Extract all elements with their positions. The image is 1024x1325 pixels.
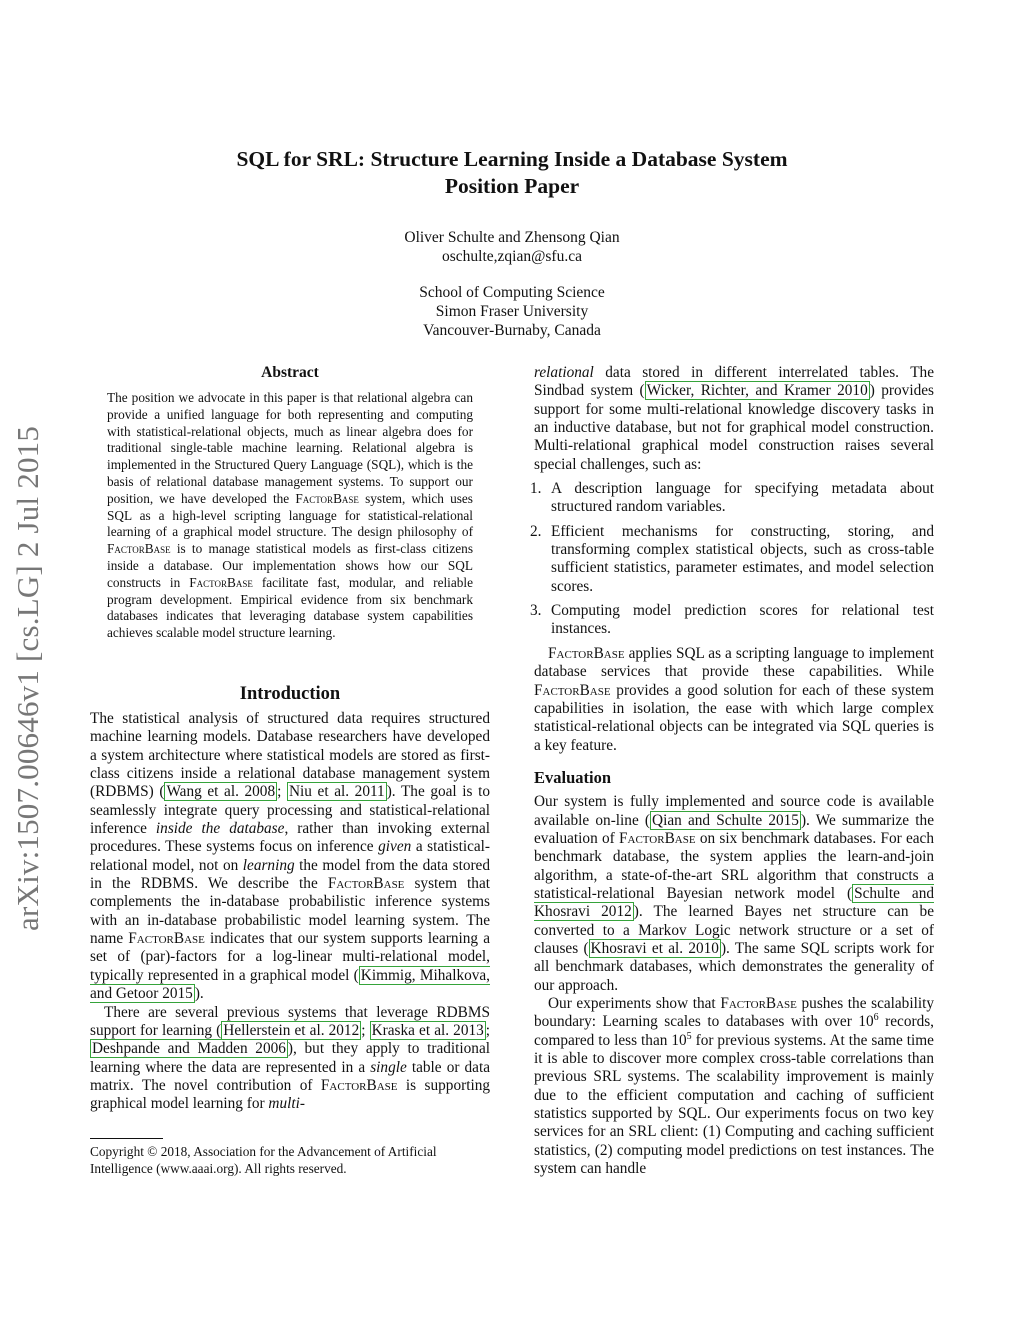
author-email: oschulte,zqian@sfu.ca (442, 248, 582, 265)
citation-link[interactable]: Khosravi et al. 2010 (590, 939, 719, 957)
intro-paragraph-1: The statistical analysis of structured data requires structured machine learning models. Database researchers have developed a system architecture where statistical models are stored as first-class citizens inside a relational database management system (RDBMS) ( Wang et al. 2008 ; Niu et al. 2011 ). The goal is to seamlessly integrate query processing and statistical-relational inference inside the database, rather than invoking external procedures. These systems focus on inference given a statistical-relational model, not on learning the model from the data stored in the RDBMS. We describe the FactorBase system that complements the in-database probabilistic inference systems with an in-database probabilistic model learning system. The name FactorBase indicates that our system supports learning a set of (par)-factors for a log-linear multi-relational model, typically represented in a graphical model ( Kimmig, Mihalkova, and Getoor 2015 ). (90, 710, 491, 1003)
affiliation-block (0, 283, 1024, 340)
introduction-heading: Introduction (239, 684, 341, 704)
right-paragraph-2: FactorBase applies SQL as a scripting language to implement database services that provide these capabilities. While FactorBase provides a good solution for each of these system capabilities in isolation, the ease with which large complex statistical-relational objects can be integrated via SQL queries is a key feature. (534, 644, 934, 754)
arxiv-identifier: arXiv:1507.00646v1 [cs.LG] 2 Jul 2015 (10, 425, 45, 931)
list-item: 2. Efficient mechanisms for constructing, storing, and transforming complex statistical objects, such as cross-table sufficient statistics, parameter estimates, and model selection scores. (530, 522, 934, 595)
citation-link[interactable]: Deshpande and Madden 2006 (92, 1040, 286, 1058)
affiliation-line-2: Simon Fraser University (435, 303, 589, 320)
citation-link[interactable]: Hellerstein et al. 2012 (223, 1021, 360, 1039)
eval-paragraph-1: Our system is fully implemented and source code is available available on-line ( Qian and Schulte 2015 ). We summarize the evaluation of FactorBase on six benchmark databases. For each benchmark database, the system applies the learn-and-join algorithm, a state-of-the-art SRL algorithm that constructs a statistical-relational Bayesian network model ( Schulte and Khosravi 2012 ). The learned Bayes net structure can be converted to a Markov Logic network structure or a set of clauses ( Khosravi et al. 2010 ). The same SQL scripts work for all benchmark databases, which demonstrates the generality of our approach. (534, 793, 935, 994)
abstract-text: The position we advocate in this paper is that relational algebra can provide a unified language for both representing and computing with statistical-relational objects, much as linear algebra does for traditional single-table machine learning. Relational algebra is implemented in the Structured Query Language (SQL), which is the basis of relational database management systems. To support our position, we have developed the FactorBase system, which uses SQL as a high-level scripting language for statistical-relational learning of a graphical model structure. The design philosophy of FactorBase is to manage statistical models as first-class citizens inside a database. Our implementation shows how our SQL constructs in FactorBase facilitate fast, modular, and reliable program development. Empirical evidence from six benchmark databases indicates that leveraging database system capabilities achieves scalable model structure learning. (107, 390, 474, 641)
citation-link[interactable]: Niu et al. 2011 (288, 783, 385, 801)
citation-link[interactable]: Kimmig, Mihalkova, and Getoor 2015 (90, 966, 491, 1003)
right-paragraph-1: relational data stored in different interrelated tables. The Sindbad system ( Wicker, Richter, and Kramer 2010 ) provides support for some multi-relational knowledge discovery tasks in an inductive database, but not for graphical model construction. Multi-relational graphical model construction raises several special challenges, such as: (534, 364, 934, 473)
citation-link[interactable]: Wang et al. 2008 (166, 783, 276, 801)
affiliation-line-3: Vancouver-Burnaby, Canada (423, 322, 601, 339)
list-item: 3. Computing model prediction scores for relational test instances. (530, 602, 934, 638)
title-line-2: Position Paper (444, 174, 580, 198)
list-item: 1. A description language for specifying metadata about structured random variables. (530, 480, 934, 516)
copyright-symbol: © (147, 1144, 158, 1159)
affiliation-line-1: School of Computing Science (419, 284, 605, 301)
footnote-rule (90, 1138, 163, 1139)
copyright-notice: Copyright © 2018, Association for the Advancement of Artificial Intelligence (www.aaai.org). All rights reserved. (90, 1144, 437, 1176)
intro-paragraph-2: There are several previous systems that leverage RDBMS support for learning ( Hellerstein et al. 2012 ; Kraska et al. 2013 ; Deshpande and Madden 2006 ), but they apply to traditional learning where the data are represented in a single table or data matrix. The novel contribution of FactorBase is supporting graphical model learning for multi- (90, 1003, 491, 1113)
abstract-heading: Abstract (261, 364, 319, 381)
author-names: Oliver Schulte and Zhensong Qian (404, 229, 620, 246)
evaluation-heading: Evaluation (534, 767, 612, 787)
eval-paragraph-2: Our experiments show that FactorBase pushes the scalability boundary: Learning scales to databases with over $10^6$ records, compared to less than $10^5$ for previous systems. At the same time it is able to discover more complex cross-table correlations than previous SRL systems. The scalability improvement is mainly due to the efficient computation and caching of sufficient statistics supported by SQL. Our experiments focus on two key services for an SRL client: (1) Computing and caching sufficient statistics, (2) computing model predictions on test instances. The system can handle (534, 995, 934, 1178)
citation-link[interactable]: Kraska et al. 2013 (371, 1021, 484, 1039)
citation-link[interactable]: Wicker, Richter, and Kramer 2010 (646, 382, 868, 400)
title-line-1: SQL for SRL: Structure Learning Inside a Database System (236, 147, 788, 171)
right-column (530, 364, 935, 1178)
authors-block (0, 228, 1024, 266)
paper-title (0, 146, 1024, 200)
introduction-body (90, 710, 490, 1114)
challenges-list (530, 480, 934, 639)
citation-link[interactable]: Qian and Schulte 2015 (652, 811, 799, 829)
citation-link[interactable]: Schulte and Khosravi 2012 (534, 884, 935, 921)
